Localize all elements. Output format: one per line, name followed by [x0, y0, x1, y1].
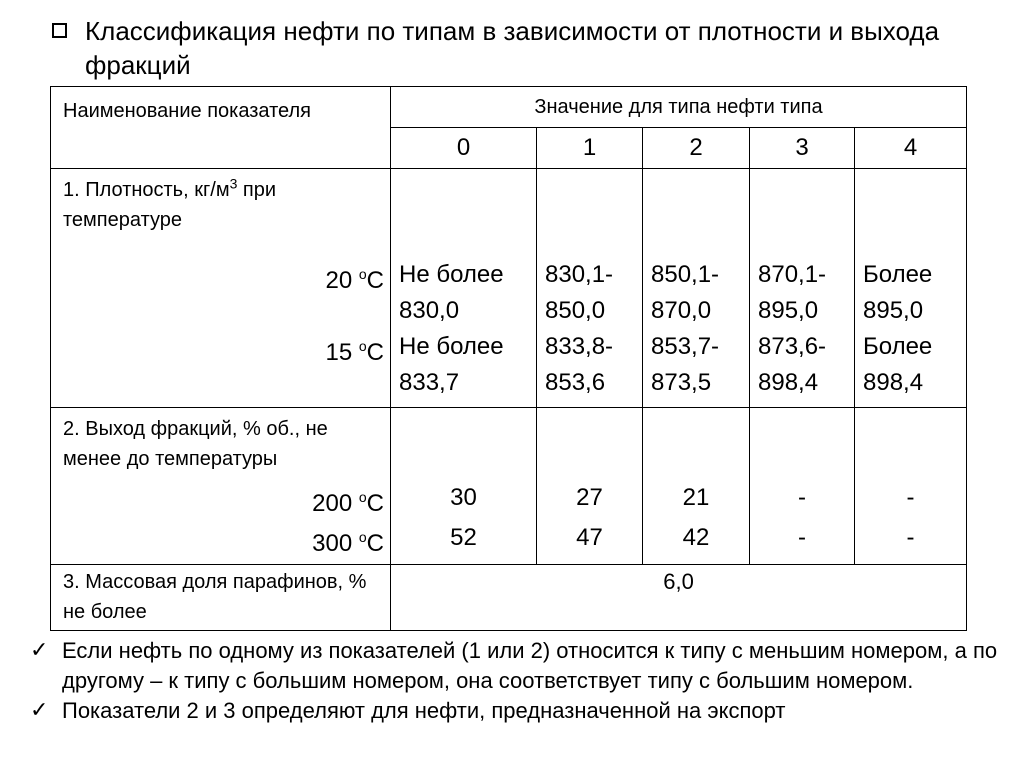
- value-line: 870,0: [651, 297, 712, 324]
- type-number-cell: 2: [643, 128, 750, 169]
- value-line: 830,0: [399, 297, 460, 324]
- density-label: 1. Плотность, $кг/м^3$ при температуре: [63, 175, 277, 231]
- value-line: -: [798, 484, 806, 511]
- value-line: 898,4: [863, 369, 924, 396]
- value-line: -: [906, 484, 915, 511]
- temperature-label: 300 $^o$C: [312, 529, 384, 557]
- fractions-value-cell: [750, 408, 855, 565]
- temperature-label: 200 $^o$C: [312, 489, 384, 517]
- density-value-cell: [643, 169, 750, 408]
- value-line: Не более: [399, 261, 504, 288]
- type-number-cell: 4: [855, 128, 967, 169]
- value-line: 30: [450, 484, 477, 511]
- value-line: -: [798, 524, 806, 551]
- density-label-cell: [51, 169, 391, 408]
- value-line: 850,0: [545, 297, 606, 324]
- value-line: 833,8-: [545, 333, 614, 360]
- value-line: 850,1-: [651, 261, 720, 288]
- value-line: Более: [863, 333, 933, 360]
- value-line: 52: [450, 524, 477, 551]
- slide-title: [52, 14, 992, 82]
- value-line: 21: [682, 484, 710, 511]
- paraffins-row: [51, 565, 967, 631]
- paraffins-value: 6,0: [391, 565, 967, 631]
- note-text: Показатели 2 и 3 определяют для нефти, предназначенной на экспорт: [62, 698, 786, 723]
- value-line: 830,1-: [545, 261, 614, 288]
- value-line: 853,6: [545, 369, 606, 396]
- value-line: Более: [863, 261, 933, 288]
- density-row: [51, 169, 967, 408]
- oil-classification-table: [50, 86, 967, 631]
- density-value-cell: [537, 169, 643, 408]
- notes-list: [28, 636, 998, 726]
- note-item: [28, 696, 998, 726]
- temperature-label: 15 $^o$C: [325, 338, 384, 366]
- fractions-value-cell: [855, 408, 967, 565]
- value-line: 870,1-: [758, 261, 827, 288]
- value-line: -: [906, 524, 915, 551]
- value-line: 47: [576, 524, 603, 551]
- fractions-row: [51, 408, 967, 565]
- note-text: Если нефть по одному из показателей (1 или 2) относится к типу с меньшим номером, а по другому – к типу с большим номером, она соответствует типу с большим номером.: [62, 638, 998, 693]
- note-item: [28, 636, 998, 696]
- density-value-cell: [855, 169, 967, 408]
- checkmark-icon: ✓: [30, 638, 49, 663]
- value-line: 853,7-: [651, 333, 720, 360]
- checkmark-icon: ✓: [30, 698, 49, 723]
- value-line: Не более: [399, 333, 504, 360]
- density-value-cell: [391, 169, 537, 408]
- type-number-cell: 1: [537, 128, 643, 169]
- value-line: 895,0: [863, 297, 924, 324]
- header-row: [51, 87, 967, 128]
- fractions-value-cell: [643, 408, 750, 565]
- type-number-cell: 0: [391, 128, 537, 169]
- value-line: 873,6-: [758, 333, 827, 360]
- density-value-cell: [750, 169, 855, 408]
- value-line: 873,5: [651, 369, 712, 396]
- fractions-value-cell: [391, 408, 537, 565]
- type-number-cell: 3: [750, 128, 855, 169]
- checkbox-square-icon: [52, 23, 67, 38]
- fractions-value-cell: [537, 408, 643, 565]
- header-name-cell: Наименование показателя: [51, 87, 391, 169]
- value-line: 27: [576, 484, 603, 511]
- temperature-label: 20 $^o$C: [325, 266, 384, 294]
- value-line: 898,4: [758, 369, 819, 396]
- value-line: 895,0: [758, 297, 819, 324]
- value-line: 42: [682, 524, 710, 551]
- title-text: Классификация нефти по типам в зависимости от плотности и выхода фракций: [85, 16, 940, 80]
- fractions-label: 2. Выход фракций, % об., не менее до температуры: [63, 418, 328, 470]
- value-line: 833,7: [399, 369, 460, 396]
- paraffins-label: 3. Массовая доля парафинов, % не более: [51, 565, 391, 631]
- fractions-label-cell: [51, 408, 391, 565]
- header-values-cell: Значение для типа нефти типа: [391, 87, 967, 128]
